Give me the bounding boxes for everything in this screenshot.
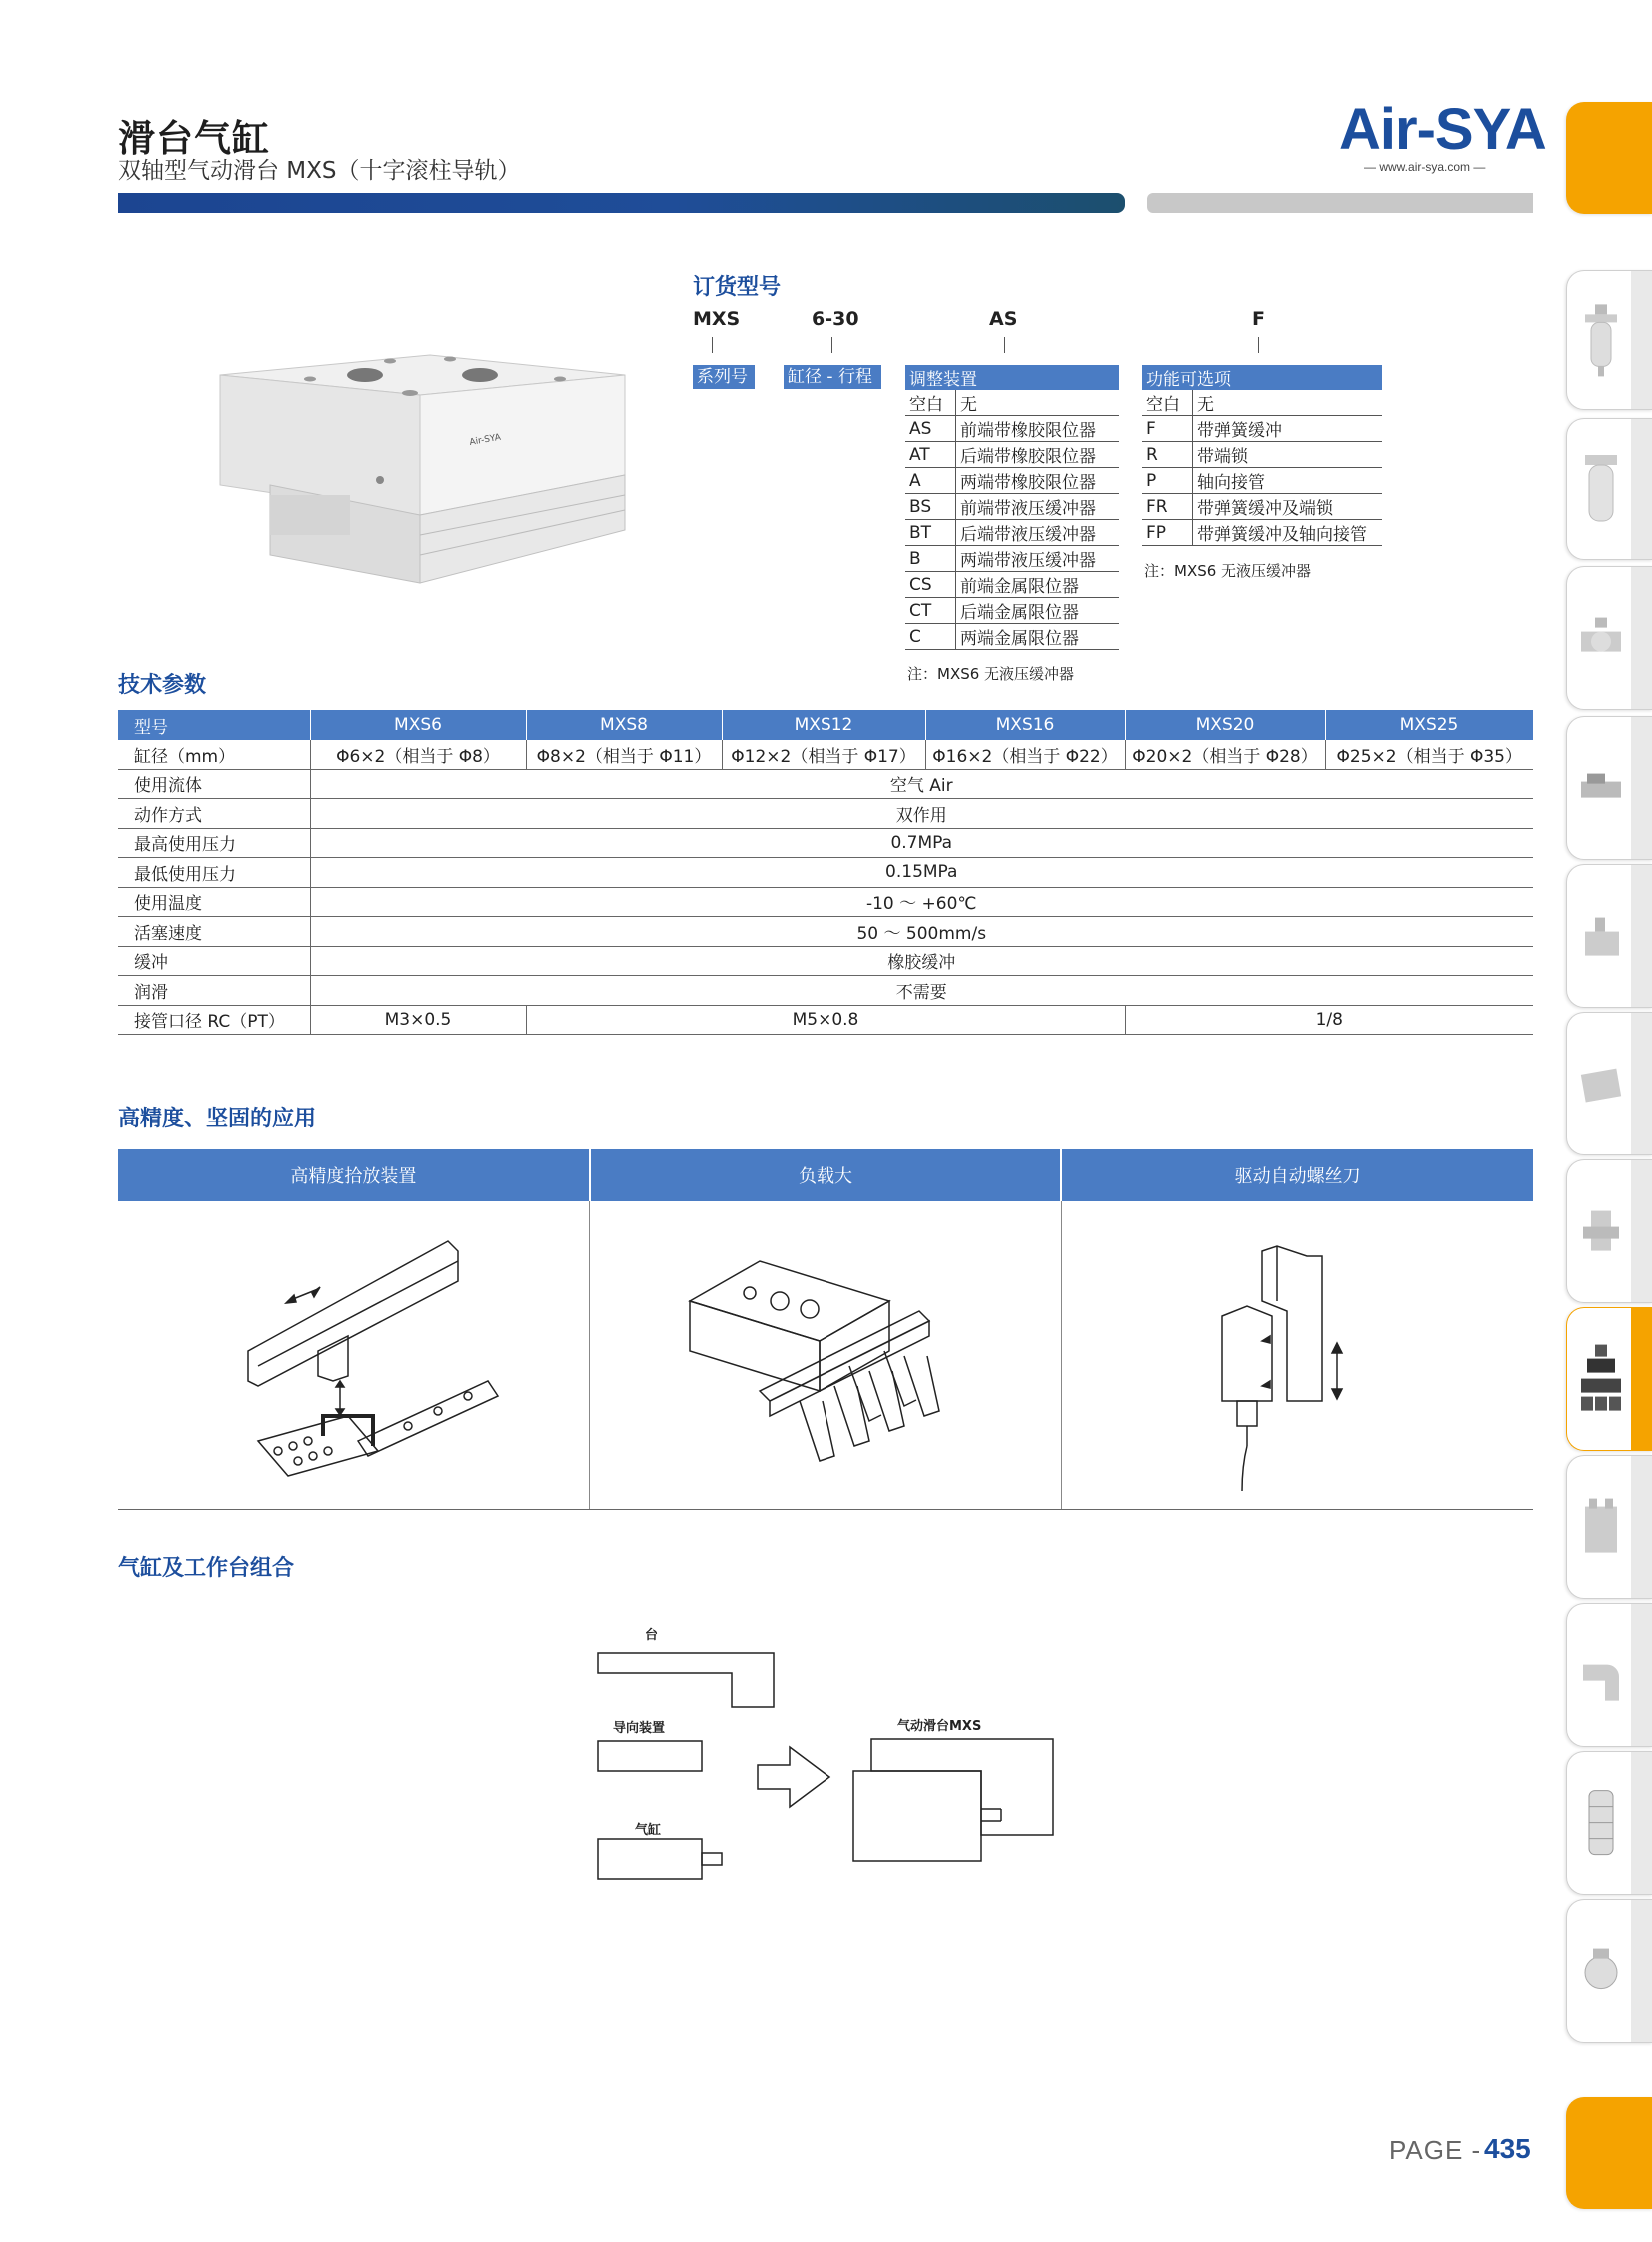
rotary-actuator-icon	[1577, 1928, 1625, 2013]
side-tab-11[interactable]	[1566, 1751, 1652, 1895]
spec-row-port	[118, 1005, 1533, 1035]
adjust-row	[905, 416, 1119, 442]
code-connector	[831, 337, 832, 353]
spec-cell: Φ20×2（相当于 Φ28）	[1125, 740, 1325, 769]
adjust-note: 注：MXS6 无液压缓冲器	[907, 665, 1075, 683]
spec-cell: 空气 Air	[310, 769, 1533, 799]
function-code: P	[1142, 468, 1193, 494]
spec-col-header: MXS12	[722, 710, 925, 740]
spec-row-label: 动作方式	[118, 799, 310, 829]
spec-col-header: MXS20	[1125, 710, 1325, 740]
adjust-code: C	[905, 624, 956, 650]
brand-url-text: www.air-sya.com	[1379, 160, 1471, 174]
page-label: PAGE -	[1389, 2135, 1482, 2165]
adjust-row	[905, 624, 1119, 650]
header-bar-gray	[1147, 193, 1533, 213]
side-tab-12[interactable]	[1566, 1899, 1652, 2043]
page-subtitle: 双轴型气动滑台 MXS（十字滚柱导轨）	[118, 158, 521, 184]
function-table-header: 功能可选项	[1142, 365, 1382, 390]
combo-guide-shape	[598, 1741, 702, 1771]
spec-row	[118, 799, 1533, 829]
side-tab-9[interactable]	[1566, 1455, 1652, 1599]
label-bore-stroke: 缸径 - 行程	[784, 365, 881, 389]
function-row	[1142, 442, 1382, 468]
screwdriver-cell	[1062, 1201, 1533, 1509]
spec-cell: -10 ～ +60℃	[310, 887, 1533, 917]
spec-cell: Φ25×2（相当于 Φ35）	[1325, 740, 1533, 769]
adjust-desc: 后端带液压缓冲器	[956, 520, 1120, 546]
spec-row-label: 活塞速度	[118, 917, 310, 947]
filter-icon	[1577, 299, 1625, 382]
adjust-desc: 前端金属限位器	[956, 572, 1120, 598]
regulator-icon	[1577, 1188, 1625, 1273]
adjust-code: BT	[905, 520, 956, 546]
spec-col-header: MXS25	[1325, 710, 1533, 740]
code-connector	[712, 337, 713, 353]
applications-header	[118, 1149, 1533, 1201]
adjust-code: A	[905, 468, 956, 494]
combo-result-table	[871, 1739, 1053, 1835]
side-tab-3[interactable]	[1566, 566, 1652, 710]
application-pick-place: 高精度拾放装置	[118, 1149, 591, 1201]
spec-row	[118, 858, 1533, 888]
combo-cylinder-shape	[598, 1839, 702, 1879]
adjust-code: CS	[905, 572, 956, 598]
block-valve-icon	[1577, 1041, 1625, 1125]
slide-cylinder-icon	[1577, 1336, 1625, 1421]
adjust-desc: 前端带橡胶限位器	[956, 416, 1120, 442]
function-code: R	[1142, 442, 1193, 468]
side-tab-5[interactable]	[1566, 864, 1652, 1008]
spec-row	[118, 976, 1533, 1006]
adjust-row	[905, 520, 1119, 546]
spec-row-label: 最高使用压力	[118, 828, 310, 858]
page-number: 435	[1484, 2133, 1531, 2164]
spec-row-label: 缓冲	[118, 946, 310, 976]
side-tab-bottom[interactable]	[1566, 2097, 1652, 2209]
spec-cell: M3×0.5	[310, 1005, 526, 1035]
function-note: 注：MXS6 无液压缓冲器	[1144, 562, 1312, 580]
adjust-desc: 两端带液压缓冲器	[956, 546, 1120, 572]
spec-row-label: 接管口径 RC（PT）	[118, 1005, 310, 1035]
spec-row-bore	[118, 740, 1533, 769]
applications-body	[118, 1201, 1533, 1510]
combo-arrow-icon	[758, 1747, 829, 1807]
adjust-row	[905, 390, 1119, 416]
adjust-desc: 后端带橡胶限位器	[956, 442, 1120, 468]
spec-row-label: 润滑	[118, 976, 310, 1006]
brand-url: — www.air-sya.com —	[1364, 160, 1486, 174]
function-desc: 轴向接管	[1193, 468, 1383, 494]
function-table	[1142, 365, 1382, 546]
product-image	[180, 335, 640, 595]
side-tab-1[interactable]	[1566, 270, 1652, 410]
side-tab-7[interactable]	[1566, 1159, 1652, 1303]
function-row	[1142, 390, 1382, 416]
combo-label-guide: 导向装置	[613, 1721, 666, 1736]
code-connector	[1258, 337, 1259, 353]
mxs-slide-table-drawing	[180, 335, 640, 595]
elbow-fitting-icon	[1577, 1632, 1625, 1717]
spec-cell: Φ8×2（相当于 Φ11）	[526, 740, 722, 769]
spec-row	[118, 769, 1533, 799]
function-desc: 带弹簧缓冲	[1193, 416, 1383, 442]
adjust-row	[905, 468, 1119, 494]
function-code: 空白	[1142, 390, 1193, 416]
applications-title: 高精度、坚固的应用	[118, 1107, 317, 1131]
side-tab-10[interactable]	[1566, 1603, 1652, 1747]
combo-title: 气缸及工作台组合	[118, 1556, 295, 1581]
spec-row-label: 最低使用压力	[118, 858, 310, 888]
adjust-row	[905, 546, 1119, 572]
spec-cell: Φ6×2（相当于 Φ8）	[310, 740, 526, 769]
combo-label-cylinder: 气缸	[635, 1823, 662, 1838]
adjust-code: CT	[905, 598, 956, 624]
spec-cell: 1/8	[1125, 1005, 1533, 1035]
spec-col-header: MXS16	[925, 710, 1125, 740]
spec-cell: Φ16×2（相当于 Φ22）	[925, 740, 1125, 769]
function-desc: 无	[1193, 390, 1383, 416]
function-desc: 带弹簧缓冲及端锁	[1193, 494, 1383, 520]
function-code: FR	[1142, 494, 1193, 520]
spec-row	[118, 828, 1533, 858]
spec-cell: 0.15MPa	[310, 858, 1533, 888]
adjust-row	[905, 442, 1119, 468]
spec-row-label: 使用温度	[118, 887, 310, 917]
combo-label-table: 台	[645, 1628, 659, 1643]
code-series: MXS	[693, 308, 741, 330]
gripper-icon	[1577, 1484, 1625, 1569]
spec-cell: 双作用	[310, 799, 1533, 829]
actuator-icon	[1577, 893, 1625, 978]
combo-table-shape	[598, 1653, 774, 1707]
pick-place-drawing	[118, 1201, 588, 1509]
function-desc: 带端锁	[1193, 442, 1383, 468]
code-adjust: AS	[989, 308, 1018, 330]
page-title: 滑台气缸	[118, 117, 270, 160]
spec-row	[118, 946, 1533, 976]
lubricator-icon	[1577, 447, 1625, 531]
combo-rod-shape	[702, 1853, 722, 1865]
adjust-desc: 两端金属限位器	[956, 624, 1120, 650]
pick-place-cell	[118, 1201, 590, 1509]
adjust-row	[905, 572, 1119, 598]
code-bore-stroke: 6-30	[812, 308, 859, 330]
spec-col-header: MXS8	[526, 710, 722, 740]
side-tab-8[interactable]	[1566, 1307, 1652, 1451]
spec-cell: Φ12×2（相当于 Φ17）	[722, 740, 925, 769]
side-tab-top[interactable]	[1566, 102, 1652, 214]
function-row	[1142, 468, 1382, 494]
function-row	[1142, 416, 1382, 442]
brand-logo: Air-SYA	[1339, 97, 1546, 162]
spec-cell: M5×0.8	[526, 1005, 1125, 1035]
adjust-desc: 后端金属限位器	[956, 598, 1120, 624]
adjust-table-header: 调整装置	[905, 365, 1119, 390]
adjust-code: B	[905, 546, 956, 572]
specs-title: 技术参数	[118, 673, 207, 698]
adjust-code: AT	[905, 442, 956, 468]
spec-cell: 50 ～ 500mm/s	[310, 917, 1533, 947]
adjust-row	[905, 598, 1119, 624]
adjust-code: 空白	[905, 390, 956, 416]
adjust-desc: 无	[956, 390, 1120, 416]
solenoid-icon	[1577, 745, 1625, 830]
ordering-title: 订货型号	[693, 275, 782, 300]
spec-row-label: 使用流体	[118, 769, 310, 799]
code-connector	[1004, 337, 1005, 353]
adjust-code: AS	[905, 416, 956, 442]
application-heavy-load: 负载大	[591, 1149, 1063, 1201]
adjust-row	[905, 494, 1119, 520]
combo-diagram	[590, 1639, 1069, 1899]
header-bar	[118, 193, 1125, 213]
spec-row	[118, 887, 1533, 917]
adjust-table	[905, 365, 1119, 650]
svg-text:Air-SYA: Air-SYA	[468, 432, 502, 448]
application-screwdriver: 驱动自动螺丝刀	[1062, 1149, 1533, 1201]
function-row	[1142, 494, 1382, 520]
function-code: FP	[1142, 520, 1193, 546]
function-row	[1142, 520, 1382, 546]
adjust-desc: 前端带液压缓冲器	[956, 494, 1120, 520]
spec-col-header: MXS6	[310, 710, 526, 740]
code-function: F	[1252, 308, 1265, 330]
silencer-icon	[1577, 1780, 1625, 1865]
heavy-load-cell	[590, 1201, 1061, 1509]
spec-col-header: 型号	[118, 710, 310, 740]
combo-result-body	[853, 1771, 981, 1861]
screwdriver-drawing	[1062, 1201, 1532, 1509]
spec-cell: 0.7MPa	[310, 828, 1533, 858]
side-tab-4[interactable]	[1566, 716, 1652, 860]
function-code: F	[1142, 416, 1193, 442]
side-tab-6[interactable]	[1566, 1012, 1652, 1155]
label-series: 系列号	[693, 365, 755, 389]
adjust-desc: 两端带橡胶限位器	[956, 468, 1120, 494]
spec-row	[118, 917, 1533, 947]
spec-row-label: 缸径（mm）	[118, 740, 310, 769]
side-tab-2[interactable]	[1566, 418, 1652, 560]
heavy-load-drawing	[590, 1201, 1059, 1509]
spec-cell: 橡胶缓冲	[310, 946, 1533, 976]
adjust-code: BS	[905, 494, 956, 520]
valve-icon	[1577, 595, 1625, 680]
function-desc: 带弹簧缓冲及轴向接管	[1193, 520, 1383, 546]
spec-table	[118, 710, 1534, 1035]
combo-label-result: 气动滑台MXS	[897, 1719, 982, 1734]
spec-cell: 不需要	[310, 976, 1533, 1006]
